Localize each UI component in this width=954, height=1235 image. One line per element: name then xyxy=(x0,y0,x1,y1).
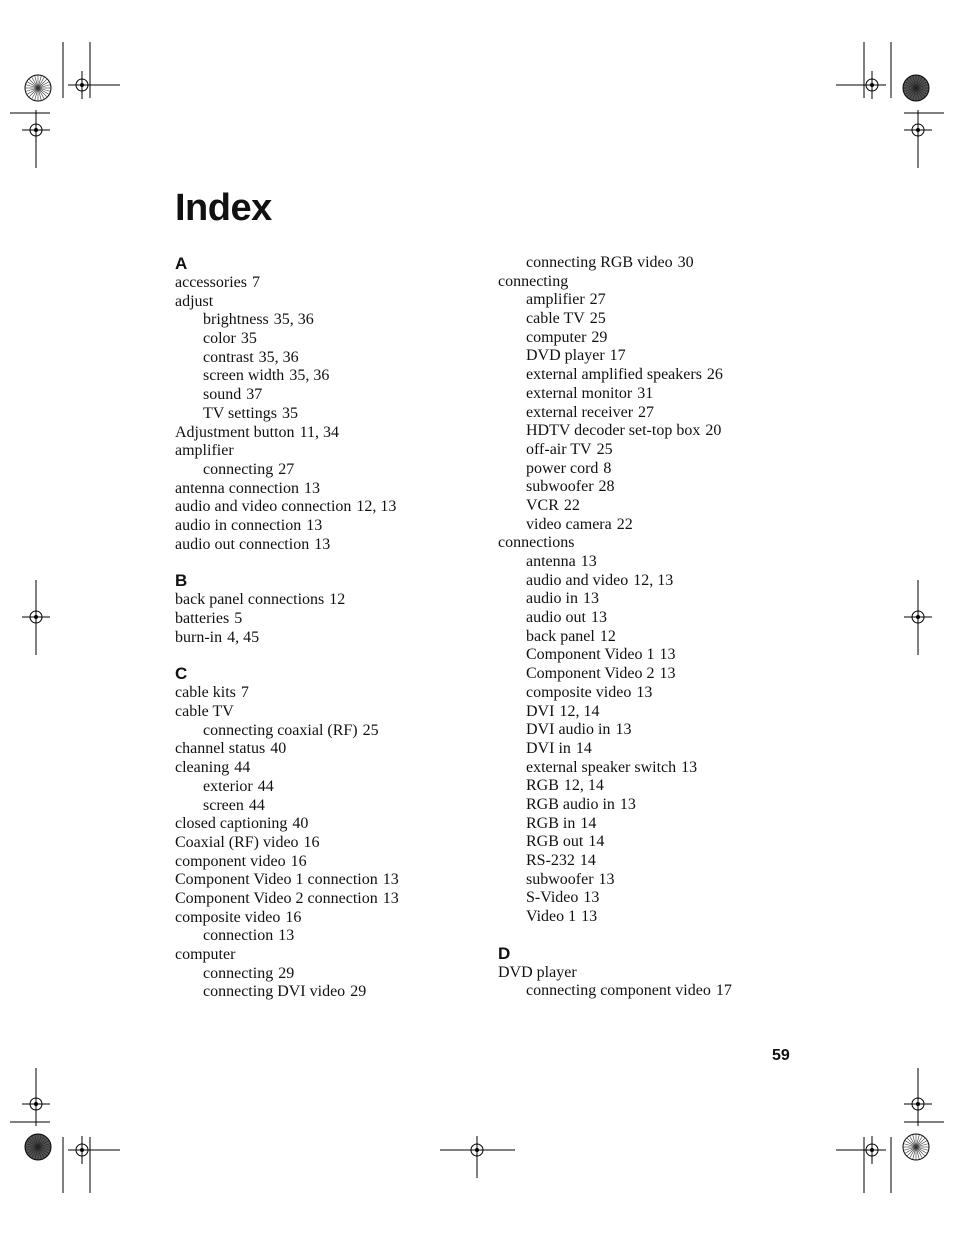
index-entry xyxy=(498,534,818,553)
index-term: subwoofer xyxy=(526,478,594,496)
index-pages: 26 xyxy=(706,366,723,384)
index-term: S-Video xyxy=(526,889,579,907)
index-term: screen xyxy=(203,796,244,814)
index-pages: 25 xyxy=(362,721,379,739)
index-subentry xyxy=(498,366,818,385)
index-entry xyxy=(175,759,475,778)
index-subentry xyxy=(175,330,475,349)
index-term: cable TV xyxy=(526,310,585,328)
index-subentry xyxy=(498,703,818,722)
index-entry xyxy=(175,498,475,517)
index-entry xyxy=(175,703,475,722)
index-term: RGB out xyxy=(526,833,584,851)
index-term: Component Video 2 xyxy=(526,665,655,683)
index-pages: 4, 45 xyxy=(227,628,260,646)
index-subentry xyxy=(498,908,818,927)
index-entry xyxy=(175,909,475,928)
index-term: RGB audio in xyxy=(526,795,615,813)
index-pages: 13 xyxy=(278,927,295,945)
index-term: external monitor xyxy=(526,384,633,402)
index-term: connecting xyxy=(203,964,274,982)
index-subentry xyxy=(498,721,818,740)
registration-dot xyxy=(870,83,874,87)
index-term: DVD player xyxy=(498,963,577,981)
section-letter: C xyxy=(175,664,188,684)
index-pages: 20 xyxy=(705,422,722,440)
index-term: back panel xyxy=(526,627,595,645)
index-subentry xyxy=(498,665,818,684)
index-pages: 22 xyxy=(563,496,580,514)
index-pages: 22 xyxy=(616,515,633,533)
index-entry xyxy=(175,480,475,499)
index-pages: 29 xyxy=(591,328,608,346)
index-pages: 35 xyxy=(281,404,298,422)
index-term: RGB in xyxy=(526,814,576,832)
index-pages: 12, 14 xyxy=(559,702,600,720)
index-term: TV settings xyxy=(203,404,277,422)
index-pages: 35, 36 xyxy=(258,348,299,366)
index-pages: 7 xyxy=(240,684,249,702)
index-term: audio and video connection xyxy=(175,498,352,516)
page-title: Index xyxy=(175,187,272,229)
index-subentry xyxy=(498,590,818,609)
index-subentry xyxy=(175,349,475,368)
index-entry xyxy=(175,629,475,648)
index-pages: 13 xyxy=(598,870,615,888)
section-letter: D xyxy=(498,943,511,963)
index-pages: 13 xyxy=(306,516,323,534)
index-subentry xyxy=(498,852,818,871)
index-term: Component Video 1 xyxy=(526,646,655,664)
index-entry xyxy=(498,964,818,983)
registration-dot xyxy=(80,83,84,87)
index-subentry xyxy=(175,386,475,405)
index-term: connecting RGB video xyxy=(526,254,673,271)
index-entry xyxy=(175,424,475,443)
index-term: HDTV decoder set-top box xyxy=(526,422,701,440)
index-entry xyxy=(175,890,475,909)
index-subentry xyxy=(175,311,475,330)
index-pages: 13 xyxy=(303,479,320,497)
index-entry xyxy=(175,871,475,890)
index-pages: 13 xyxy=(659,665,676,683)
index-term: connecting xyxy=(203,460,274,478)
section-letter: B xyxy=(175,571,188,591)
index-term: connecting DVI video xyxy=(203,983,346,1001)
index-term: RGB xyxy=(526,777,559,795)
index-pages: 16 xyxy=(290,852,307,870)
registration-dot xyxy=(34,1102,38,1106)
registration-dot xyxy=(916,128,920,132)
index-term: adjust xyxy=(175,292,214,310)
index-term: connections xyxy=(498,534,575,552)
index-term: connection xyxy=(203,927,274,945)
index-entry xyxy=(175,517,475,536)
index-pages: 12, 13 xyxy=(356,498,397,516)
index-term: antenna connection xyxy=(175,479,299,497)
index-subentry xyxy=(498,628,818,647)
index-subentry xyxy=(498,871,818,890)
index-entry xyxy=(175,442,475,461)
index-entry xyxy=(175,610,475,629)
index-term: exterior xyxy=(203,777,253,795)
section-gap xyxy=(498,927,818,944)
index-pages: 44 xyxy=(234,759,251,777)
index-subentry xyxy=(498,759,818,778)
index-term: amplifier xyxy=(175,442,234,460)
index-term: Component Video 1 connection xyxy=(175,871,378,889)
index-pages: 25 xyxy=(589,310,606,328)
index-term: DVD player xyxy=(526,347,605,365)
index-pages: 13 xyxy=(615,721,632,739)
index-subentry xyxy=(498,553,818,572)
index-term: connecting component video xyxy=(526,982,711,1000)
index-subentry xyxy=(498,684,818,703)
index-term: cleaning xyxy=(175,759,230,777)
index-term: batteries xyxy=(175,610,230,627)
index-term: back panel connections xyxy=(175,591,325,609)
section-gap xyxy=(175,554,475,571)
index-pages: 13 xyxy=(583,590,599,608)
index-term: contrast xyxy=(203,348,254,366)
index-entry xyxy=(175,834,475,853)
index-pages: 14 xyxy=(575,739,592,757)
index-term: audio in connection xyxy=(175,516,302,534)
index-term: Adjustment button xyxy=(175,423,295,441)
index-term: VCR xyxy=(526,496,559,514)
index-term: DVI in xyxy=(526,739,571,757)
index-subentry xyxy=(498,833,818,852)
index-term: computer xyxy=(175,946,236,963)
index-subentry xyxy=(498,609,818,628)
registration-dot xyxy=(916,615,920,619)
index-entry xyxy=(498,273,818,292)
index-pages: 31 xyxy=(637,384,654,402)
index-pages: 17 xyxy=(715,982,732,1000)
index-pages: 8 xyxy=(603,459,612,477)
index-pages: 29 xyxy=(278,964,295,982)
index-pages: 13 xyxy=(636,683,653,701)
index-term: cable kits xyxy=(175,684,236,702)
index-pages: 25 xyxy=(596,440,613,458)
index-pages: 13 xyxy=(681,758,698,776)
index-term: computer xyxy=(526,328,587,346)
index-pages: 13 xyxy=(382,889,399,907)
index-subentry xyxy=(498,422,818,441)
index-entry xyxy=(175,536,475,555)
index-subentry xyxy=(498,516,818,535)
index-term: audio and video xyxy=(526,571,629,589)
index-term: connecting coaxial (RF) xyxy=(203,721,358,739)
index-subentry xyxy=(498,254,818,273)
index-term: amplifier xyxy=(526,291,585,309)
registration-dot xyxy=(80,1148,84,1152)
registration-dot xyxy=(34,615,38,619)
index-term: closed captioning xyxy=(175,815,288,833)
index-pages: 12 xyxy=(329,591,346,609)
index-pages: 13 xyxy=(581,908,598,926)
index-subentry xyxy=(498,291,818,310)
index-pages: 14 xyxy=(579,852,596,869)
page-number: 59 xyxy=(772,1047,790,1064)
index-pages: 11, 34 xyxy=(299,423,339,441)
index-term: accessories xyxy=(175,274,247,291)
index-pages: 12, 13 xyxy=(633,571,674,589)
index-entry xyxy=(175,740,475,759)
index-pages: 44 xyxy=(248,796,265,814)
index-term: external receiver xyxy=(526,403,634,421)
index-term: Video 1 xyxy=(526,908,577,926)
index-pages: 27 xyxy=(278,460,295,478)
index-subentry xyxy=(498,815,818,834)
index-term: composite video xyxy=(175,908,281,926)
index-entry xyxy=(175,591,475,610)
index-term: RS-232 xyxy=(526,852,575,869)
index-subentry xyxy=(175,927,475,946)
index-term: burn-in xyxy=(175,628,223,646)
registration-dot xyxy=(870,1148,874,1152)
index-term: audio out connection xyxy=(175,535,310,553)
index-pages: 12 xyxy=(599,627,616,645)
index-pages: 13 xyxy=(659,646,676,664)
index-entry xyxy=(175,274,475,293)
index-subentry xyxy=(498,572,818,591)
index-pages: 37 xyxy=(246,386,263,404)
index-term: external amplified speakers xyxy=(526,366,702,384)
index-term: color xyxy=(203,330,236,348)
index-term: component video xyxy=(175,852,286,870)
index-pages: 35, 36 xyxy=(289,367,330,385)
index-subentry xyxy=(498,497,818,516)
index-subentry xyxy=(498,777,818,796)
index-subentry xyxy=(498,796,818,815)
index-subentry xyxy=(498,460,818,479)
index-term: composite video xyxy=(526,683,632,701)
index-pages: 30 xyxy=(677,254,694,271)
index-subentry xyxy=(175,461,475,480)
index-term: DVI audio in xyxy=(526,721,611,739)
index-column-left xyxy=(175,254,475,1002)
index-pages: 13 xyxy=(591,609,607,627)
index-subentry xyxy=(175,367,475,386)
index-term: subwoofer xyxy=(526,870,594,888)
registration-dot xyxy=(916,1102,920,1106)
index-subentry xyxy=(175,983,475,1002)
index-subentry xyxy=(175,965,475,984)
index-pages: 44 xyxy=(257,777,274,795)
section-letter: A xyxy=(175,254,188,273)
index-term: audio in xyxy=(526,590,578,608)
registration-dot xyxy=(475,1148,479,1152)
index-subentry xyxy=(498,310,818,329)
index-term: connecting xyxy=(498,272,569,290)
index-subentry xyxy=(498,646,818,665)
index-pages: 13 xyxy=(580,553,597,570)
index-term: power cord xyxy=(526,459,599,477)
index-pages: 27 xyxy=(638,403,655,421)
index-pages: 16 xyxy=(303,833,320,851)
index-column-right xyxy=(498,254,818,1001)
index-term: DVI xyxy=(526,702,555,720)
index-term: video camera xyxy=(526,515,612,533)
section-gap xyxy=(175,647,475,664)
index-subentry xyxy=(175,778,475,797)
index-term: antenna xyxy=(526,553,576,570)
index-term: channel status xyxy=(175,740,266,758)
index-pages: 40 xyxy=(270,740,287,758)
index-subentry xyxy=(498,347,818,366)
index-subentry xyxy=(175,722,475,741)
index-subentry xyxy=(498,441,818,460)
index-pages: 17 xyxy=(609,347,626,365)
index-entry xyxy=(175,853,475,872)
index-pages: 13 xyxy=(583,889,600,907)
index-subentry xyxy=(498,740,818,759)
index-pages: 5 xyxy=(234,610,243,627)
index-pages: 35 xyxy=(240,330,257,348)
index-term: cable TV xyxy=(175,703,234,721)
index-term: brightness xyxy=(203,311,269,329)
index-pages: 7 xyxy=(251,274,260,291)
index-pages: 40 xyxy=(292,815,309,833)
index-entry xyxy=(175,815,475,834)
index-subentry xyxy=(175,405,475,424)
index-pages: 16 xyxy=(285,908,302,926)
index-pages: 12, 14 xyxy=(563,777,604,795)
index-pages: 35, 36 xyxy=(273,311,314,329)
index-term: audio out xyxy=(526,609,586,627)
index-pages: 29 xyxy=(350,983,367,1001)
index-term: off-air TV xyxy=(526,440,592,458)
index-pages: 13 xyxy=(382,871,399,889)
index-subentry xyxy=(175,797,475,816)
index-subentry xyxy=(498,478,818,497)
index-term: sound xyxy=(203,386,242,404)
index-subentry xyxy=(498,385,818,404)
index-pages: 28 xyxy=(598,478,615,496)
index-pages: 13 xyxy=(619,795,636,813)
index-entry xyxy=(175,946,475,965)
index-term: Component Video 2 connection xyxy=(175,889,378,907)
index-entry xyxy=(175,293,475,312)
index-subentry xyxy=(498,889,818,908)
index-pages: 27 xyxy=(589,291,606,309)
index-subentry xyxy=(498,404,818,423)
index-subentry xyxy=(498,329,818,348)
index-term: Coaxial (RF) video xyxy=(175,833,299,851)
index-term: screen width xyxy=(203,367,285,385)
registration-dot xyxy=(34,128,38,132)
index-pages: 14 xyxy=(580,814,597,832)
index-subentry xyxy=(498,982,818,1001)
index-term: external speaker switch xyxy=(526,758,677,776)
index-entry xyxy=(175,684,475,703)
index-pages: 13 xyxy=(314,535,331,553)
index-pages: 14 xyxy=(588,833,605,851)
